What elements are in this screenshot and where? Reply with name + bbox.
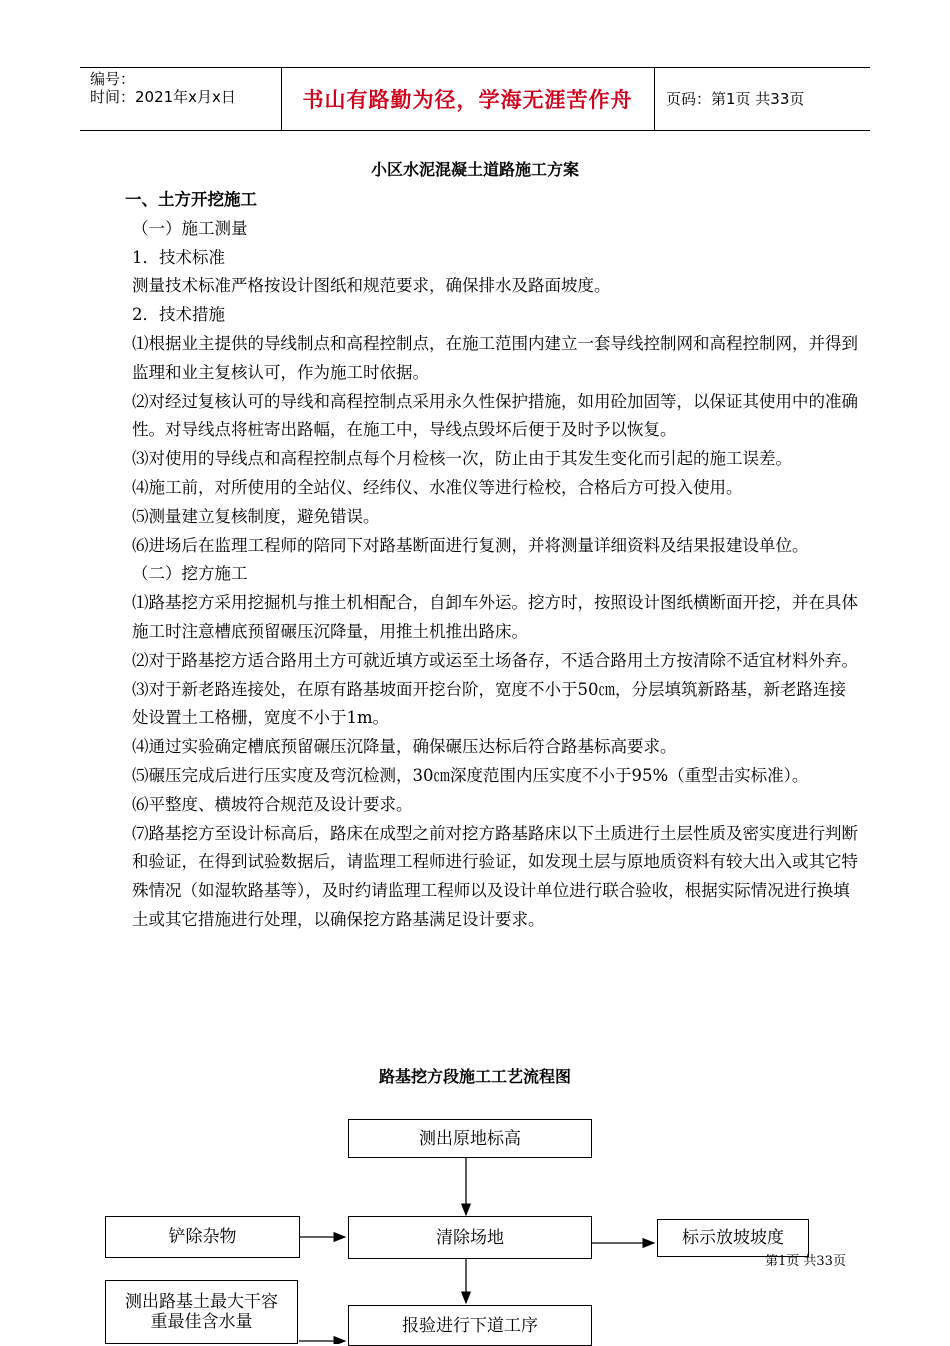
header-page-info: 页码：第1页 共33页: [666, 90, 805, 108]
section-heading: 一、土方开挖施工: [125, 190, 257, 209]
step-measure-elevation: 测出原地标高: [348, 1119, 592, 1158]
subsection-heading: （二）挖方施工: [132, 564, 248, 584]
paragraph: 测量技术标准严格按设计图纸和规范要求，确保排水及路面坡度。: [132, 276, 611, 296]
step-remove-debris: 铲除杂物: [105, 1216, 300, 1258]
item-heading: 1．技术标准: [132, 247, 225, 267]
paragraph: ⑴根据业主提供的导线制点和高程控制点，在施工范围内建立一套导线控制网和高程控制网，并得到监理和业主复核认可，作为施工时依据。: [132, 333, 858, 382]
paragraph: ⑸碾压完成后进行压实度及弯沉检测，30㎝深度范围内压实度不小于95%（重型击实标准）。: [132, 765, 809, 785]
paragraph: ⑶对于新老路连接处，在原有路基坡面开挖台阶，宽度不小于50㎝，分层填筑新路基，新老路连接处设置土工格栅，宽度不小于1m。: [132, 679, 846, 728]
footer-page-info: 第1页 共33页: [765, 1254, 846, 1269]
paragraph: ⑹进场后在监理工程师的陪同下对路基断面进行复测，并将测量详细资料及结果报建设单位。: [132, 535, 809, 555]
paragraph: ⑹平整度、横坡符合规范及设计要求。: [132, 794, 413, 814]
step-mark-slope: 标示放坡坡度: [657, 1219, 809, 1257]
document-title: 小区水泥混凝土道路施工方案: [370, 160, 579, 179]
paragraph: ⑵对于路基挖方适合路用土方可就近填方或运至土场备存，不适合路用土方按清除不适宜材料外弃。: [132, 650, 858, 670]
header-motto: 书山有路勤为径，学海无涯苦作舟: [302, 88, 633, 112]
paragraph: ⑶对使用的导线点和高程控制点每个月检核一次，防止由于其发生变化而引起的施工误差。: [132, 449, 792, 469]
paragraph: ⑴路基挖方采用挖掘机与推土机相配合，自卸车外运。挖方时，按照设计图纸横断面开挖，并在具体施工时注意槽底预留碾压沉降量，用推土机推出路床。: [132, 593, 858, 641]
step-inspection: 报验进行下道工序: [348, 1305, 592, 1346]
paragraph: ⑺路基挖方至设计标高后，路床在成型之前对挖方路基路床以下土质进行土层性质及密实度进行判断和验证，在得到试验数据后，请监理工程师进行验证，如发现土层与原地质资料有较大出入或其它特殊情况（如湿软路基等），及时约请监理工程师以及设计单位进行联合验收，根据实际情况进行换填土或其它措施进行处理，以确保挖方路基满足设计要求。: [132, 823, 858, 929]
step-test-density: 测出路基土最大干容重最佳含水量: [105, 1280, 298, 1344]
subsection-heading: （一）施工测量: [132, 218, 248, 238]
time-label: 时间：2021年x月x日: [90, 88, 236, 106]
item-heading: 2．技术措施: [132, 305, 225, 325]
paragraph: ⑷通过实验确定槽底预留碾压沉降量，确保碾压达标后符合路基标高要求。: [132, 737, 677, 757]
paragraph: ⑷施工前，对所使用的全站仪、经纬仪、水准仪等进行检校，合格后方可投入使用。: [132, 477, 743, 497]
number-label: 编号：: [90, 70, 136, 88]
step-clear-site: 清除场地: [348, 1216, 592, 1259]
paragraph: ⑸测量建立复核制度，避免错误。: [132, 506, 380, 526]
paragraph: ⑵对经过复核认可的导线和高程控制点采用永久性保护措施，如用砼加固等，以保证其使用中的准确性。对导线点将桩寄出路幅，在施工中，导线点毁坏后便于及时予以恢复。: [132, 391, 858, 440]
flowchart-title: 路基挖方段施工工艺流程图: [378, 1067, 571, 1086]
